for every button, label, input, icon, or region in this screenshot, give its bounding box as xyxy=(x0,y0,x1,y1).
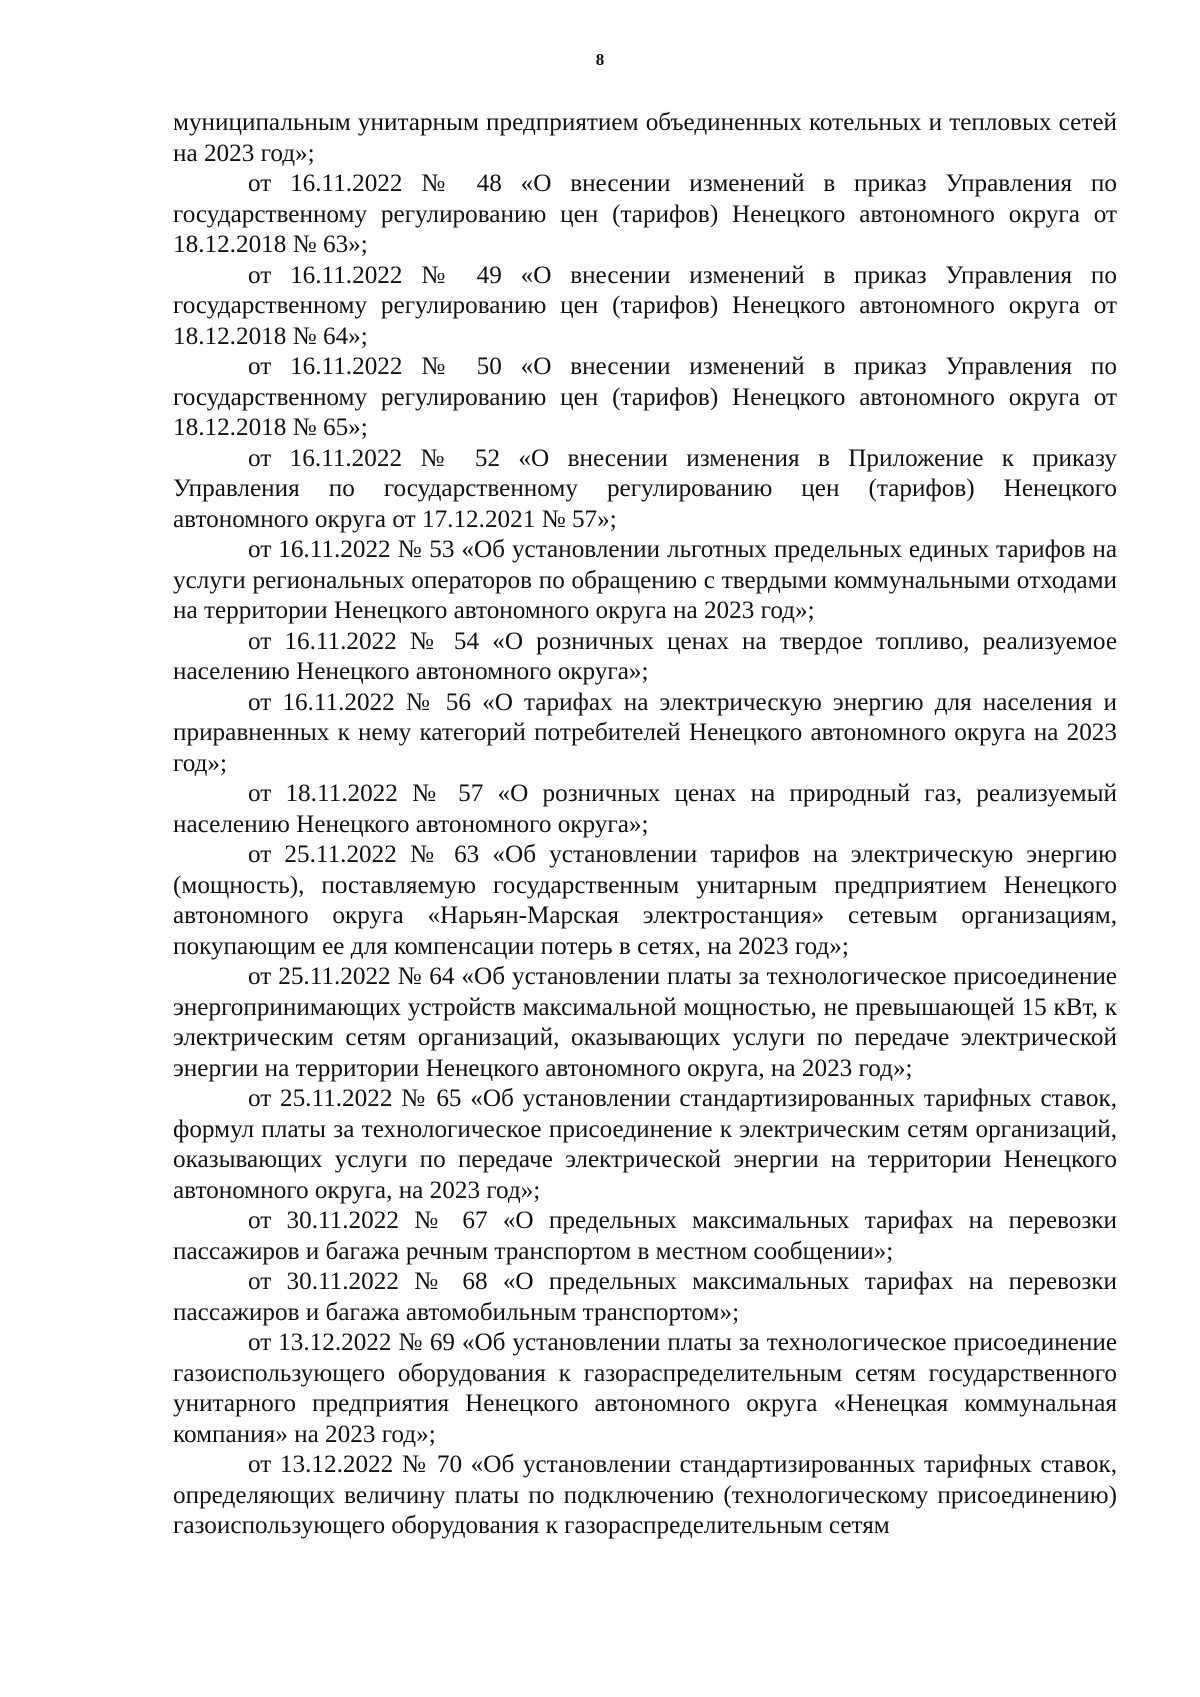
paragraph-order-53: от 16.11.2022 № 53 «Об установлении льготных предельных единых тарифов на услуги региональных операторов по обращению с твердыми коммунальными отходами на территории Ненецкого автономного округа на 2023 год»; xyxy=(173,536,1117,624)
page-number: 8 xyxy=(595,50,605,69)
paragraph-order-49: от 16.11.2022 № 49 «О внесении изменений в приказ Управления по государственному регулированию цен (тарифов) Ненецкого автономного округа от 18.12.2018 № 64»; xyxy=(173,261,1117,350)
paragraph-order-63: от 25.11.2022 № 63 «Об установлении тарифов на электрическую энергию (мощность), поставляемую государственным унитарным предприятием Ненецкого автономного округа «Нарьян-Марская электростанция» сетевым организациям, покупающим ее для компенсации потерь в сетях, на 2023 год»; xyxy=(173,841,1117,960)
paragraph-order-67: от 30.11.2022 № 67 «О предельных максимальных тарифах на перевозки пассажиров и багажа речным транспортом в местном сообщении»; xyxy=(173,1207,1117,1265)
paragraph-order-50: от 16.11.2022 № 50 «О внесении изменений в приказ Управления по государственному регулированию цен (тарифов) Ненецкого автономного округа от 18.12.2018 № 65»; xyxy=(173,353,1117,441)
paragraph-order-68: от 30.11.2022 № 68 «О предельных максимальных тарифах на перевозки пассажиров и багажа автомобильным транспортом»; xyxy=(173,1268,1117,1326)
paragraph-continuation: муниципальным унитарным предприятием объединенных котельных и тепловых сетей на 2023 год»; xyxy=(173,109,1117,167)
paragraph-order-64: от 25.11.2022 № 64 «Об установлении платы за технологическое присоединение энергопринимающих устройств максимальной мощностью, не превышающей 15 кВт, к электрическим сетям организаций, оказывающих услуги по передаче электрической энергии на территории Ненецкого автономного округа, на 2023 год»; xyxy=(173,963,1117,1082)
paragraph-order-52: от 16.11.2022 № 52 «О внесении изменения в Приложение к приказу Управления по государственному регулированию цен (тарифов) Ненецкого автономного округа от 17.12.2021 № 57»; xyxy=(173,444,1117,533)
paragraph-order-48: от 16.11.2022 № 48 «О внесении изменений в приказ Управления по государственному регулированию цен (тарифов) Ненецкого автономного округа от 18.12.2018 № 63»; xyxy=(173,170,1117,258)
paragraph-order-70: от 13.12.2022 № 70 «Об установлении стандартизированных тарифных ставок, определяющих величину платы по подключению (технологическому присоединению) газоиспользующего оборудования к газораспределительным сетям xyxy=(173,1451,1117,1539)
document-body xyxy=(173,108,1117,1542)
paragraph-order-65: от 25.11.2022 № 65 «Об установлении стандартизированных тарифных ставок, формул платы за технологическое присоединение к электрическим сетям организаций, оказывающих услуги по передаче электрической энергии на территории Ненецкого автономного округа, на 2023 год»; xyxy=(173,1085,1117,1204)
paragraph-order-57: от 18.11.2022 № 57 «О розничных ценах на природный газ, реализуемый населению Ненецкого автономного округа»; xyxy=(173,780,1117,838)
paragraph-order-69: от 13.12.2022 № 69 «Об установлении платы за технологическое присоединение газоиспользующего оборудования к газораспределительным сетям государственного унитарного предприятия Ненецкого автономного округа «Ненецкая коммунальная компания» на 2023 год»; xyxy=(173,1329,1117,1448)
paragraph-order-56: от 16.11.2022 № 56 «О тарифах на электрическую энергию для населения и приравненных к нему категорий потребителей Ненецкого автономного округа на 2023 год»; xyxy=(173,688,1117,777)
paragraph-order-54: от 16.11.2022 № 54 «О розничных ценах на твердое топливо, реализуемое населению Ненецкого автономного округа»; xyxy=(173,627,1117,685)
